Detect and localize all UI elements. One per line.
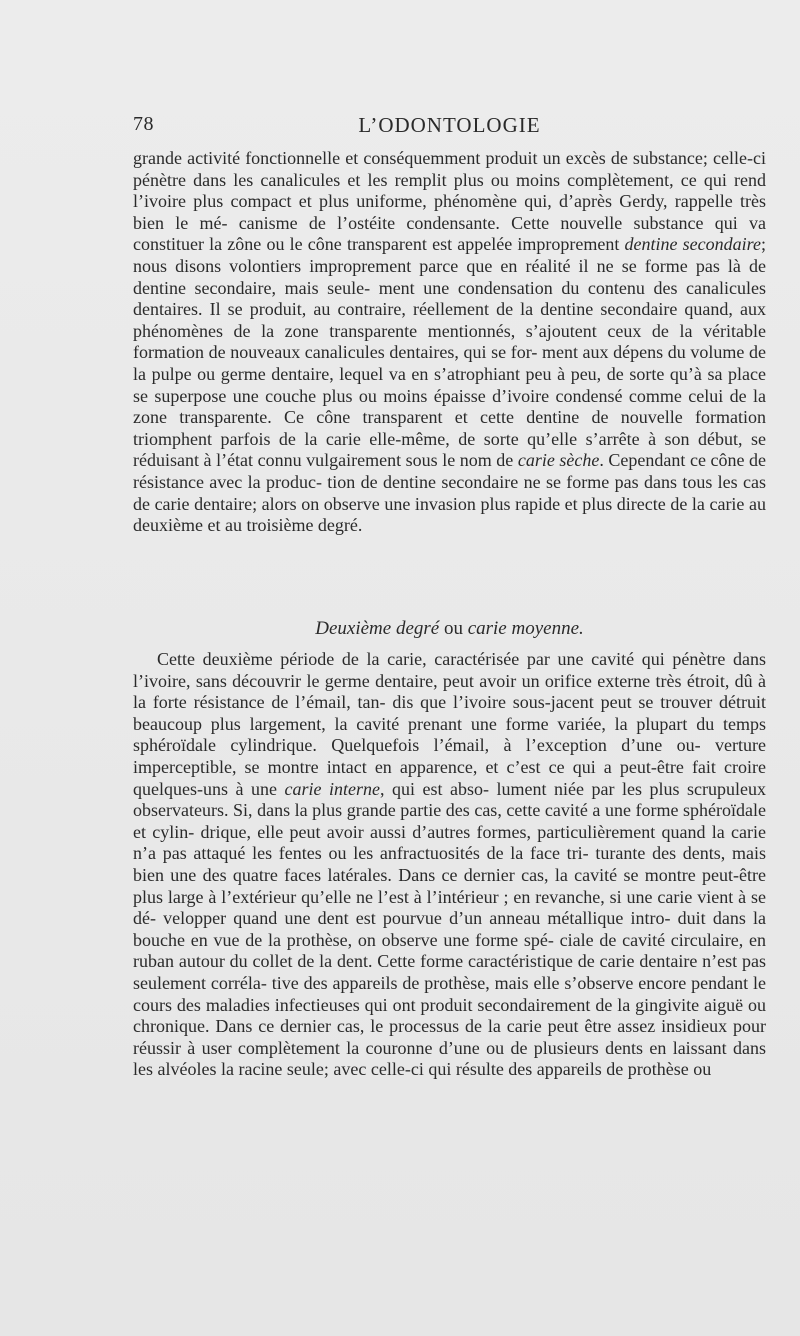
paragraph-text: ; nous disons volontiers improprement parce que en réalité il ne se forme pas là de dentine secondaire, mais seule- ment une condensation du contenu des canalicules dentaires. Il se produit, au contraire, réellement de la dentine secondaire quand, aux phénomènes de la zone transparente mentionnés, s’ajoutent ceux de la véritable formation de nouveaux canalicules dentaires, qui se for- ment aux dépens du volume de la pulpe ou germe dentaire, lequel va en s’atrophiant peu à peu, de sorte qu’à sa place se superpose une couche plus ou moins épaisse d’ivoire condensé comme celui de la zone transparente. Ce cône transparent et cette dentine de nouvelle formation triomphent parfois de la carie elle-même, de sorte qu’elle s’arrête à son début, se réduisant à l’état connu vulgairement sous le nom de: [133, 234, 766, 471]
paragraph-text: grande activité fonctionnelle et conséquemment produit un excès de substance; celle-ci pénètre dans les canalicules et les remplit plus ou moins complètement, ce qui rend l’ivoire plus compact et plus uniforme, phénomène qui, d’après Gerdy, rappelle très bien le mé- canisme de l’ostéite condensante. Cette nouvelle substance qui va constituer la zône ou le cône transparent est appelée improprement: [133, 148, 766, 255]
section-body: [133, 649, 766, 1081]
section-heading: [133, 617, 766, 641]
paragraph-text: . Cependant ce cône de résistance avec la produc- tion de dentine secondaire ne se forme pas dans tous les cas de carie dentaire; alors on observe une invasion plus rapide et plus directe de la carie au deuxième et au troisième degré.: [133, 450, 767, 536]
section-heading-connector: ou: [439, 618, 468, 639]
paragraph: [133, 649, 766, 1081]
italic-term: dentine secondaire: [624, 234, 761, 255]
paragraph: [133, 148, 766, 537]
paragraph-continuation: [133, 148, 766, 537]
italic-term: carie interne: [284, 778, 380, 799]
section-heading-italic: Deuxième degré: [315, 618, 440, 639]
running-title: L’ODONTOLOGIE: [358, 113, 541, 137]
italic-term: carie sèche: [517, 450, 600, 471]
running-head: [133, 113, 766, 143]
section-heading-italic: carie moyenne.: [467, 618, 584, 639]
page-number: 78: [133, 113, 154, 135]
paragraph-text: , qui est abso- lument niée par les plus scrupuleux observateurs. Si, dans la plus grande partie des cas, cette cavité a une forme sphéroïdale et cylin- drique, elle peut avoir aussi d’autres formes, particulièrement quand la carie n’a pas attaqué les fentes ou les anfractuosités de la face tri- turante des dents, mais bien une des quatre faces latérales. Dans ce dernier cas, la cavité se montre peut-être plus large à l’extérieur qu’elle ne l’est à l’intérieur ; en revanche, si une carie vient à se dé- velopper quand une dent est pourvue d’un anneau métallique intro- duit dans la bouche en vue de la prothèse, on observe une forme spé- ciale de cavité circulaire, en ruban autour du collet de la dent. Cette forme caractéristique de carie dentaire n’est pas seulement corréla- tive des appareils de prothèse, mais elle s’observe encore pendant le cours des maladies infectieuses qui ont produit secondairement de la gingivite aiguë ou chronique. Dans ce dernier cas, le processus de la carie peut être assez insidieux pour réussir à user complètement la couronne d’une ou de plusieurs dents en laissant dans les alvéoles la racine seule; avec celle-ci qui résulte des appareils de prothèse ou: [133, 778, 766, 1080]
paragraph-text: Cette deuxième période de la carie, caractérisée par une cavité qui pénètre dans l’ivoire, sans découvrir le germe dentaire, peut avoir un orifice externe très étroit, dû à la forte résistance de l’émail, tan- dis que l’ivoire sous-jacent peut se trouver détruit beaucoup plus largement, la cavité prenant une forme variée, la plupart du temps sphéroïdale cylindrique. Quelquefois l’émail, à l’exception d’une ou- verture imperceptible, se montre intact en apparence, et c’est ce qui a peut-être fait croire quelques-uns à une: [133, 649, 766, 799]
